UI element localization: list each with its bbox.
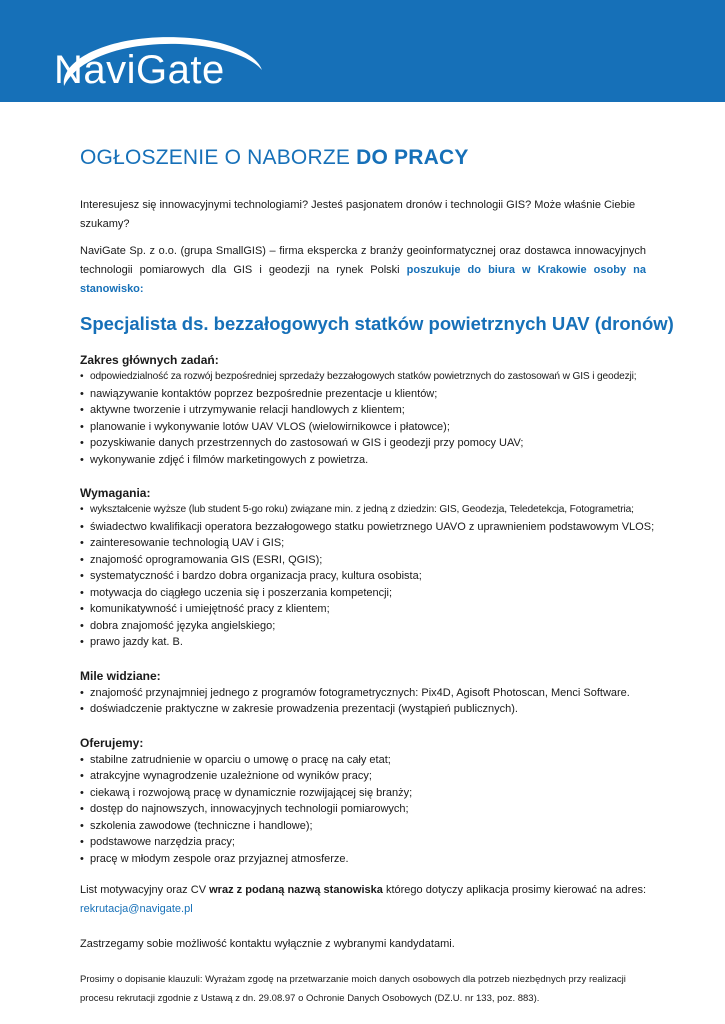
position-title: Specjalista ds. bezzałogowych statków powietrznych UAV (dronów) bbox=[80, 313, 674, 334]
contact-text-before: List motywacyjny oraz CV bbox=[80, 884, 210, 896]
job-posting bbox=[80, 146, 674, 1008]
intro-paragraph-2 bbox=[80, 242, 646, 299]
welcome-heading: Mile widziane: bbox=[80, 668, 161, 683]
list-item: • motywacja do ciągłego uczenia się i poszerzania kompetencji; bbox=[80, 585, 646, 602]
contact-text-bold: wraz z podaną nazwą stanowiska bbox=[209, 884, 383, 896]
list-item: • prawo jazdy kat. B. bbox=[80, 634, 646, 651]
list-item: • komunikatywność i umiejętność pracy z klientem; bbox=[80, 601, 646, 618]
logo-wordmark: NaviGate bbox=[54, 48, 225, 92]
tasks-list bbox=[80, 369, 646, 468]
list-item: • systematyczność i bardzo dobra organizacja pracy, kultura osobista; bbox=[80, 568, 646, 585]
header-banner bbox=[0, 0, 725, 102]
title-normal: OGŁOSZENIE O NABORZE bbox=[80, 146, 357, 169]
list-item: • znajomość oprogramowania GIS (ESRI, QGIS); bbox=[80, 552, 646, 569]
requirements-heading: Wymagania: bbox=[80, 486, 151, 500]
list-item: • wykształcenie wyższe (lub student 5-go roku) związane min. z jedną z dziedzin: GIS, Geodezja, Teledetekcja, Fotogrametria; bbox=[80, 502, 646, 519]
company-logo[interactable] bbox=[50, 28, 270, 98]
email-link[interactable]: rekrutacja@navigate.pl bbox=[80, 903, 193, 915]
list-item: • znajomość przynajmniej jednego z programów fotogrametrycznych: Pix4D, Agisoft Photoscan, Menci Software. bbox=[80, 685, 646, 702]
list-item: • szkolenia zawodowe (techniczne i handlowe); bbox=[80, 818, 646, 835]
contact-text-after: którego dotyczy aplikacja prosimy kierować na adres: bbox=[382, 884, 647, 896]
list-item: • świadectwo kwalifikacji operatora bezzałogowego statku powietrznego UAVO z uprawnieniem podstawowym VLOS; bbox=[80, 519, 646, 536]
list-item: • atrakcyjne wynagrodzenie uzależnione od wyników pracy; bbox=[80, 768, 646, 785]
list-item: • odpowiedzialność za rozwój bezpośredniej sprzedaży bezzałogowych statków powietrznych do zastosowań w GIS i geodezji; bbox=[80, 369, 646, 386]
list-item: • podstawowe narzędzia pracy; bbox=[80, 834, 646, 851]
list-item: • pozyskiwanie danych przestrzennych do zastosowań w GIS i geodezji przy pomocy UAV; bbox=[80, 435, 646, 452]
list-item: • nawiązywanie kontaktów poprzez bezpośrednie prezentacje u klientów; bbox=[80, 386, 646, 403]
title-bold: DO PRACY bbox=[356, 146, 469, 169]
list-item: • ciekawą i rozwojową pracę w dynamicznie rozwijającej się branży; bbox=[80, 785, 646, 802]
list-item: • doświadczenie praktyczne w zakresie prowadzenia prezentacji (wystąpień publicznych). bbox=[80, 701, 646, 718]
intro-paragraph-1: Interesujesz się innowacyjnymi technologiami? Jesteś pasjonatem dronów i technologii GIS? Może właśnie Ciebie szukamy? bbox=[80, 199, 636, 230]
offer-list bbox=[80, 752, 646, 868]
list-item: • zainteresowanie technologią UAV i GIS; bbox=[80, 535, 646, 552]
page-title bbox=[80, 146, 646, 170]
list-item: • dobra znajomość języka angielskiego; bbox=[80, 618, 646, 635]
list-item: • aktywne tworzenie i utrzymywanie relacji handlowych z klientem; bbox=[80, 402, 646, 419]
offer-heading: Oferujemy: bbox=[80, 735, 144, 750]
list-item: • planowanie i wykonywanie lotów UAV VLOS (wielowirnikowce i płatowce); bbox=[80, 419, 646, 436]
welcome-list bbox=[80, 685, 646, 718]
list-item: • pracę w młodym zespole oraz przyjaznej atmosferze. bbox=[80, 851, 646, 868]
contact-paragraph bbox=[80, 881, 646, 919]
gdpr-clause: Prosimy o dopisanie klauzuli: Wyrażam zgodę na przetwarzanie moich danych osobowych dla potrzeb niezbędnych przy realizacji procesu rekrutacji zgodnie z Ustawą z dn. 29.08.97 o Ochronie Danych Osobowych (DZ.U. nr 133, poz. 883). bbox=[80, 974, 626, 1004]
intro-highlight: poszukuje do biura w Krakowie osoby na stanowisko: bbox=[80, 264, 646, 295]
list-item: • wykonywanie zdjęć i filmów marketingowych z powietrza. bbox=[80, 452, 646, 469]
intro-company-text: NaviGate Sp. z o.o. (grupa SmallGIS) – firma ekspercka z branży geoinformatycznej oraz dostawca innowacyjnych technologii pomiarowych dla GIS i geodezji na rynek Polski bbox=[80, 245, 646, 276]
requirements-list bbox=[80, 502, 655, 651]
list-item: • dostęp do najnowszych, innowacyjnych technologii pomiarowych; bbox=[80, 801, 646, 818]
list-item: • stabilne zatrudnienie w oparciu o umowę o pracę na cały etat; bbox=[80, 752, 646, 769]
reservation-note: Zastrzegamy sobie możliwość kontaktu wyłącznie z wybranymi kandydatami. bbox=[80, 938, 455, 950]
tasks-heading: Zakres głównych zadań: bbox=[80, 353, 219, 367]
